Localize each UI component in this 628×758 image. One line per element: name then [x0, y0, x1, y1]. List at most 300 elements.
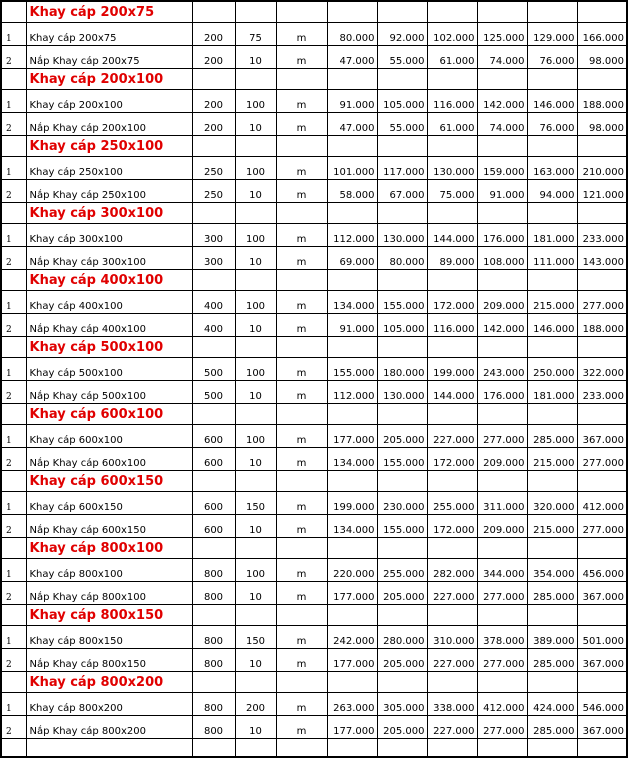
- section-stt-cell: [1, 672, 26, 693]
- table-row: [1, 358, 627, 381]
- price-cell: 155.000: [377, 515, 427, 538]
- empty-cell: [192, 672, 235, 693]
- price-cell: 102.000: [427, 23, 477, 46]
- section-header-row: [1, 404, 627, 425]
- row-number: 1: [1, 23, 26, 46]
- price-cell: 227.000: [427, 582, 477, 605]
- empty-cell: [427, 337, 477, 358]
- unit-value: m: [276, 448, 327, 471]
- price-cell: 108.000: [477, 247, 527, 270]
- empty-cell: [327, 739, 377, 758]
- empty-cell: [477, 136, 527, 157]
- table-row: [1, 314, 627, 337]
- price-cell: 322.000: [577, 358, 627, 381]
- product-name: Nắp Khay cáp 600x100: [26, 448, 192, 471]
- empty-cell: [527, 605, 577, 626]
- unit-value: m: [276, 247, 327, 270]
- width-value: 800: [192, 693, 235, 716]
- empty-cell: [276, 337, 327, 358]
- empty-cell: [192, 270, 235, 291]
- empty-cell: [427, 1, 477, 23]
- empty-cell: [577, 203, 627, 224]
- product-name: Khay cáp 800x150: [26, 626, 192, 649]
- price-cell: 159.000: [477, 157, 527, 180]
- table-row: [1, 224, 627, 247]
- product-name: Nắp Khay cáp 250x100: [26, 180, 192, 203]
- empty-cell: [377, 270, 427, 291]
- empty-cell: [577, 337, 627, 358]
- row-number: 1: [1, 90, 26, 113]
- price-cell: 111.000: [527, 247, 577, 270]
- price-cell: 105.000: [377, 314, 427, 337]
- price-cell: 255.000: [377, 559, 427, 582]
- price-cell: 285.000: [527, 649, 577, 672]
- table-row: [1, 291, 627, 314]
- empty-cell: [427, 203, 477, 224]
- price-cell: 205.000: [377, 582, 427, 605]
- section-stt-cell: [1, 337, 26, 358]
- row-number: 1: [1, 425, 26, 448]
- table-row: [1, 157, 627, 180]
- height-value: 75: [235, 23, 276, 46]
- empty-cell: [577, 404, 627, 425]
- product-name: Nắp Khay cáp 300x100: [26, 247, 192, 270]
- product-name: Nắp Khay cáp 200x75: [26, 46, 192, 69]
- price-cell: 378.000: [477, 626, 527, 649]
- width-value: 200: [192, 23, 235, 46]
- price-cell: 130.000: [377, 381, 427, 404]
- height-value: 100: [235, 425, 276, 448]
- height-value: 100: [235, 90, 276, 113]
- empty-cell: [477, 203, 527, 224]
- row-number: 1: [1, 358, 26, 381]
- empty-cell: [235, 1, 276, 23]
- price-cell: 112.000: [327, 381, 377, 404]
- price-cell: 188.000: [577, 90, 627, 113]
- table-row: [1, 559, 627, 582]
- row-number: 2: [1, 448, 26, 471]
- section-header-row: [1, 69, 627, 90]
- row-number: 2: [1, 180, 26, 203]
- section-title: Khay cáp 800x100: [26, 538, 192, 559]
- empty-cell: [427, 538, 477, 559]
- price-cell: 233.000: [577, 224, 627, 247]
- empty-cell: [235, 337, 276, 358]
- empty-cell: [477, 605, 527, 626]
- empty-cell: [192, 471, 235, 492]
- section-stt-cell: [1, 203, 26, 224]
- price-cell: 233.000: [577, 381, 627, 404]
- table-row: [1, 582, 627, 605]
- price-cell: 310.000: [427, 626, 477, 649]
- empty-cell: [527, 404, 577, 425]
- empty-cell: [235, 203, 276, 224]
- price-cell: 134.000: [327, 515, 377, 538]
- price-cell: 389.000: [527, 626, 577, 649]
- empty-cell: [235, 471, 276, 492]
- unit-value: m: [276, 180, 327, 203]
- table-row: [1, 90, 627, 113]
- row-number: 2: [1, 582, 26, 605]
- price-cell: 367.000: [577, 716, 627, 739]
- price-cell: 163.000: [527, 157, 577, 180]
- empty-cell: [192, 605, 235, 626]
- height-value: 10: [235, 649, 276, 672]
- height-value: 10: [235, 515, 276, 538]
- product-name: Nắp Khay cáp 400x100: [26, 314, 192, 337]
- product-name: Khay cáp 500x100: [26, 358, 192, 381]
- empty-cell: [527, 538, 577, 559]
- price-cell: 129.000: [527, 23, 577, 46]
- empty-cell: [427, 739, 477, 758]
- empty-cell: [427, 69, 477, 90]
- price-cell: 199.000: [327, 492, 377, 515]
- empty-cell: [276, 203, 327, 224]
- price-cell: 74.000: [477, 113, 527, 136]
- price-cell: 155.000: [377, 291, 427, 314]
- row-number: 1: [1, 291, 26, 314]
- empty-cell: [192, 136, 235, 157]
- empty-cell: [527, 471, 577, 492]
- price-cell: 176.000: [477, 381, 527, 404]
- product-name: Khay cáp 800x200: [26, 693, 192, 716]
- empty-cell: [276, 69, 327, 90]
- price-cell: 177.000: [327, 649, 377, 672]
- width-value: 400: [192, 314, 235, 337]
- price-cell: 210.000: [577, 157, 627, 180]
- price-cell: 320.000: [527, 492, 577, 515]
- width-value: 200: [192, 90, 235, 113]
- product-name: Nắp Khay cáp 600x150: [26, 515, 192, 538]
- empty-cell: [527, 672, 577, 693]
- empty-cell: [327, 136, 377, 157]
- height-value: 200: [235, 693, 276, 716]
- empty-cell: [577, 471, 627, 492]
- price-cell: 94.000: [527, 180, 577, 203]
- height-value: 100: [235, 157, 276, 180]
- section-title: Khay cáp 300x100: [26, 203, 192, 224]
- price-cell: 209.000: [477, 448, 527, 471]
- product-name: Khay cáp 800x100: [26, 559, 192, 582]
- price-cell: 105.000: [377, 90, 427, 113]
- section-header-row: [1, 270, 627, 291]
- table-row: [1, 515, 627, 538]
- empty-cell: [276, 605, 327, 626]
- price-cell: 209.000: [477, 291, 527, 314]
- height-value: 100: [235, 358, 276, 381]
- price-cell: 243.000: [477, 358, 527, 381]
- price-cell: 116.000: [427, 314, 477, 337]
- height-value: 10: [235, 247, 276, 270]
- price-cell: 255.000: [427, 492, 477, 515]
- product-name: Nắp Khay cáp 800x150: [26, 649, 192, 672]
- unit-value: m: [276, 224, 327, 247]
- price-cell: 89.000: [427, 247, 477, 270]
- width-value: 800: [192, 582, 235, 605]
- empty-cell: [477, 471, 527, 492]
- price-cell: 277.000: [477, 649, 527, 672]
- price-cell: 144.000: [427, 381, 477, 404]
- unit-value: m: [276, 559, 327, 582]
- unit-value: m: [276, 515, 327, 538]
- empty-cell: [577, 672, 627, 693]
- empty-cell: [327, 203, 377, 224]
- price-cell: 338.000: [427, 693, 477, 716]
- unit-value: m: [276, 23, 327, 46]
- height-value: 10: [235, 582, 276, 605]
- table-row: [1, 113, 627, 136]
- section-title: Khay cáp 600x150: [26, 471, 192, 492]
- price-cell: 61.000: [427, 113, 477, 136]
- row-number: 2: [1, 381, 26, 404]
- price-cell: 282.000: [427, 559, 477, 582]
- table-row: [1, 381, 627, 404]
- unit-value: m: [276, 626, 327, 649]
- price-cell: 205.000: [377, 425, 427, 448]
- empty-cell: [276, 538, 327, 559]
- section-title: Khay cáp 200x75: [26, 1, 192, 23]
- price-cell: 277.000: [477, 716, 527, 739]
- price-cell: 177.000: [327, 425, 377, 448]
- unit-value: m: [276, 113, 327, 136]
- empty-cell: [527, 136, 577, 157]
- empty-cell: [527, 337, 577, 358]
- price-cell: 98.000: [577, 113, 627, 136]
- empty-cell: [577, 1, 627, 23]
- price-cell: 134.000: [327, 291, 377, 314]
- section-stt-cell: [1, 538, 26, 559]
- section-stt-cell: [1, 136, 26, 157]
- table-row: [1, 23, 627, 46]
- empty-cell: [327, 471, 377, 492]
- height-value: 150: [235, 626, 276, 649]
- empty-cell: [427, 404, 477, 425]
- price-cell: 227.000: [427, 649, 477, 672]
- empty-cell: [527, 270, 577, 291]
- price-cell: 277.000: [477, 582, 527, 605]
- row-number: 2: [1, 314, 26, 337]
- price-cell: 277.000: [577, 448, 627, 471]
- empty-cell: [276, 739, 327, 758]
- width-value: 600: [192, 425, 235, 448]
- width-value: 600: [192, 515, 235, 538]
- empty-cell: [192, 337, 235, 358]
- unit-value: m: [276, 90, 327, 113]
- height-value: 150: [235, 492, 276, 515]
- width-value: 200: [192, 46, 235, 69]
- height-value: 100: [235, 291, 276, 314]
- price-cell: 74.000: [477, 46, 527, 69]
- unit-value: m: [276, 582, 327, 605]
- table-row: [1, 46, 627, 69]
- price-cell: 67.000: [377, 180, 427, 203]
- empty-cell: [327, 337, 377, 358]
- empty-cell: [192, 538, 235, 559]
- price-cell: 277.000: [577, 291, 627, 314]
- width-value: 800: [192, 626, 235, 649]
- width-value: 300: [192, 247, 235, 270]
- empty-cell: [477, 337, 527, 358]
- empty-cell: [26, 739, 192, 758]
- empty-cell: [235, 538, 276, 559]
- unit-value: m: [276, 291, 327, 314]
- empty-cell: [377, 404, 427, 425]
- empty-cell: [427, 270, 477, 291]
- table-body: [1, 1, 627, 757]
- price-cell: 209.000: [477, 515, 527, 538]
- empty-cell: [527, 739, 577, 758]
- table-row: [1, 247, 627, 270]
- empty-cell: [235, 404, 276, 425]
- empty-cell: [276, 270, 327, 291]
- empty-cell: [276, 404, 327, 425]
- row-number: 2: [1, 649, 26, 672]
- section-header-row: [1, 337, 627, 358]
- width-value: 250: [192, 180, 235, 203]
- empty-cell: [577, 605, 627, 626]
- row-number: 1: [1, 157, 26, 180]
- price-cell: 130.000: [427, 157, 477, 180]
- price-cell: 91.000: [477, 180, 527, 203]
- product-name: Khay cáp 400x100: [26, 291, 192, 314]
- row-number: 2: [1, 113, 26, 136]
- price-cell: 134.000: [327, 448, 377, 471]
- price-cell: 80.000: [327, 23, 377, 46]
- price-cell: 172.000: [427, 448, 477, 471]
- empty-cell: [477, 404, 527, 425]
- empty-cell: [377, 672, 427, 693]
- section-stt-cell: [1, 1, 26, 23]
- price-cell: 80.000: [377, 247, 427, 270]
- price-cell: 305.000: [377, 693, 427, 716]
- empty-cell: [477, 672, 527, 693]
- empty-cell: [527, 1, 577, 23]
- price-cell: 144.000: [427, 224, 477, 247]
- price-cell: 177.000: [327, 582, 377, 605]
- unit-value: m: [276, 425, 327, 448]
- price-cell: 146.000: [527, 90, 577, 113]
- height-value: 10: [235, 46, 276, 69]
- table-row: [1, 425, 627, 448]
- width-value: 200: [192, 113, 235, 136]
- empty-cell: [192, 739, 235, 758]
- empty-cell: [235, 136, 276, 157]
- empty-cell: [276, 672, 327, 693]
- height-value: 10: [235, 716, 276, 739]
- row-number: 2: [1, 716, 26, 739]
- price-cell: 181.000: [527, 381, 577, 404]
- price-cell: 188.000: [577, 314, 627, 337]
- product-name: Khay cáp 200x75: [26, 23, 192, 46]
- product-name: Khay cáp 600x150: [26, 492, 192, 515]
- width-value: 800: [192, 649, 235, 672]
- price-cell: 76.000: [527, 113, 577, 136]
- price-cell: 242.000: [327, 626, 377, 649]
- price-cell: 58.000: [327, 180, 377, 203]
- empty-cell: [327, 605, 377, 626]
- empty-cell: [276, 471, 327, 492]
- product-name: Nắp Khay cáp 800x200: [26, 716, 192, 739]
- table-row: [1, 180, 627, 203]
- price-cell: 98.000: [577, 46, 627, 69]
- price-cell: 55.000: [377, 46, 427, 69]
- price-cell: 155.000: [377, 448, 427, 471]
- row-number: 1: [1, 224, 26, 247]
- unit-value: m: [276, 716, 327, 739]
- section-header-row: [1, 203, 627, 224]
- section-stt-cell: [1, 69, 26, 90]
- empty-cell: [377, 337, 427, 358]
- price-cell: 180.000: [377, 358, 427, 381]
- price-cell: 280.000: [377, 626, 427, 649]
- price-cell: 285.000: [527, 425, 577, 448]
- price-cell: 277.000: [577, 515, 627, 538]
- height-value: 10: [235, 113, 276, 136]
- price-cell: 412.000: [577, 492, 627, 515]
- unit-value: m: [276, 358, 327, 381]
- width-value: 250: [192, 157, 235, 180]
- price-cell: 215.000: [527, 291, 577, 314]
- empty-cell: [192, 1, 235, 23]
- empty-cell: [192, 69, 235, 90]
- empty-cell: [377, 538, 427, 559]
- section-stt-cell: [1, 605, 26, 626]
- empty-cell: [327, 538, 377, 559]
- empty-cell: [577, 538, 627, 559]
- price-cell: 69.000: [327, 247, 377, 270]
- price-cell: 456.000: [577, 559, 627, 582]
- empty-cell: [276, 136, 327, 157]
- height-value: 10: [235, 448, 276, 471]
- empty-cell: [377, 136, 427, 157]
- unit-value: m: [276, 314, 327, 337]
- width-value: 500: [192, 358, 235, 381]
- width-value: 500: [192, 381, 235, 404]
- price-cell: 101.000: [327, 157, 377, 180]
- empty-cell: [377, 739, 427, 758]
- price-cell: 146.000: [527, 314, 577, 337]
- price-cell: 227.000: [427, 716, 477, 739]
- price-cell: 112.000: [327, 224, 377, 247]
- price-cell: 205.000: [377, 716, 427, 739]
- empty-cell: [577, 270, 627, 291]
- height-value: 10: [235, 180, 276, 203]
- price-cell: 176.000: [477, 224, 527, 247]
- price-cell: 215.000: [527, 448, 577, 471]
- empty-cell: [577, 739, 627, 758]
- price-cell: 91.000: [327, 314, 377, 337]
- empty-cell: [427, 471, 477, 492]
- row-number: 2: [1, 46, 26, 69]
- price-cell: 130.000: [377, 224, 427, 247]
- price-cell: 92.000: [377, 23, 427, 46]
- unit-value: m: [276, 46, 327, 69]
- section-header-row: [1, 672, 627, 693]
- product-name: Khay cáp 200x100: [26, 90, 192, 113]
- price-cell: 367.000: [577, 582, 627, 605]
- empty-cell: [235, 69, 276, 90]
- width-value: 600: [192, 492, 235, 515]
- row-number: 1: [1, 559, 26, 582]
- price-cell: 215.000: [527, 515, 577, 538]
- section-stt-cell: [1, 404, 26, 425]
- price-cell: 47.000: [327, 46, 377, 69]
- empty-cell: [327, 1, 377, 23]
- empty-cell: [577, 136, 627, 157]
- price-cell: 263.000: [327, 693, 377, 716]
- unit-value: m: [276, 157, 327, 180]
- product-name: Khay cáp 250x100: [26, 157, 192, 180]
